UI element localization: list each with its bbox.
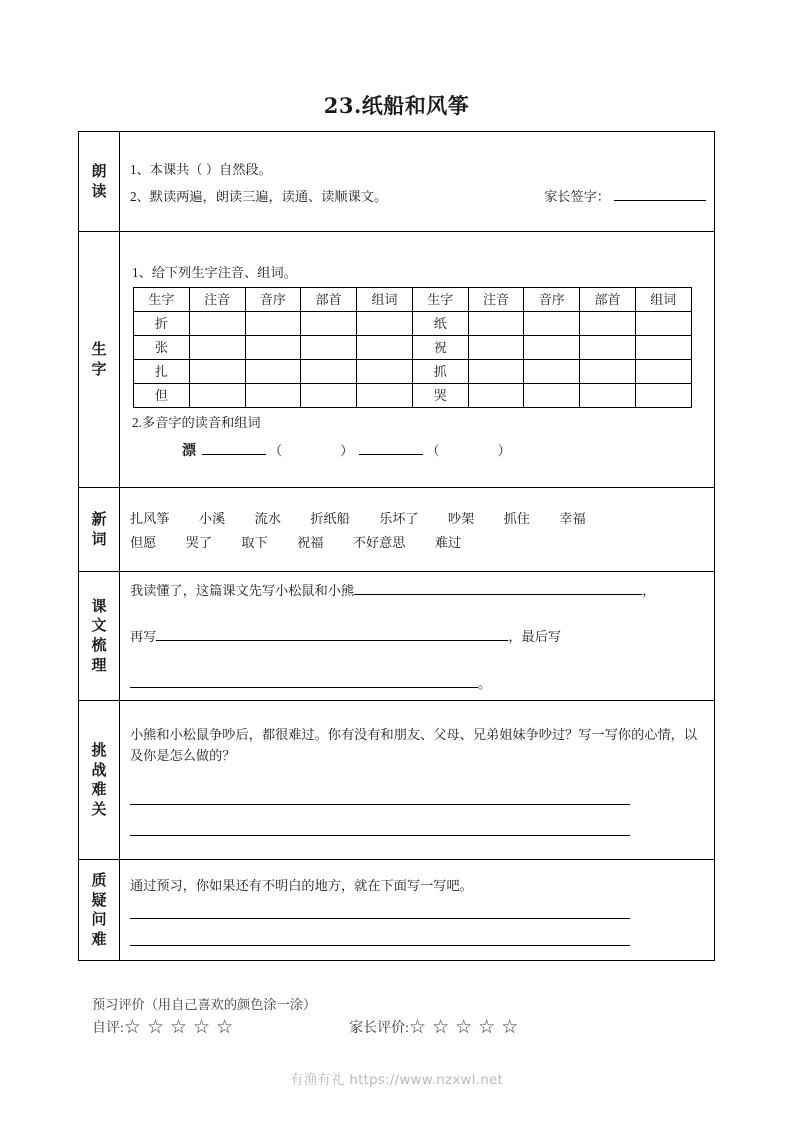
evaluation-rating-row (92, 1017, 712, 1037)
answer-cell[interactable] (580, 336, 636, 360)
new-word: 抓住 (503, 511, 530, 527)
star-icon[interactable]: ☆ (501, 1015, 519, 1038)
questioning-answer-line-1[interactable] (130, 918, 630, 919)
paren-open-1: （ (269, 442, 283, 458)
questioning-answer-line-2[interactable] (130, 945, 630, 946)
column-header: 生字 (412, 288, 468, 312)
characters-task-1: 1、给下列生字注音、组词。 (132, 264, 297, 280)
section-body-new-words (120, 488, 715, 572)
structure-line-1 (130, 581, 706, 601)
label-char: 疑 (91, 890, 107, 909)
section-row-reading (79, 132, 715, 232)
new-word: 难过 (434, 534, 462, 550)
structure-suffix-2: ，最后写 (508, 629, 562, 645)
section-row-new-words (79, 488, 715, 572)
section-row-challenge (79, 701, 715, 860)
answer-cell[interactable] (357, 360, 413, 384)
paren-close-2: ） (497, 442, 511, 458)
structure-blank-3[interactable] (130, 687, 478, 688)
answer-cell[interactable] (245, 336, 301, 360)
section-body-questioning (120, 860, 715, 961)
structure-prefix-2: 再写 (130, 629, 157, 645)
star-icon[interactable]: ☆ (409, 1015, 427, 1038)
challenge-answer-line-2[interactable] (130, 835, 630, 836)
label-char: 文 (91, 616, 107, 635)
label-char: 梳 (91, 636, 107, 655)
answer-cell[interactable] (189, 384, 245, 408)
evaluation-area (92, 994, 712, 1037)
answer-cell[interactable] (357, 384, 413, 408)
worksheet-table (78, 131, 715, 961)
column-header: 组词 (635, 288, 691, 312)
self-evaluation-stars[interactable] (123, 1015, 239, 1038)
column-header: 音序 (524, 288, 580, 312)
reading-item-2-row (130, 187, 706, 207)
reading-item-2: 2、默读两遍，朗读三遍，读通、读顺课文。 (130, 188, 388, 204)
answer-cell[interactable] (357, 312, 413, 336)
new-word: 乐坏了 (379, 511, 419, 527)
column-header: 音序 (245, 288, 301, 312)
parent-evaluation-group (349, 1017, 524, 1037)
star-icon[interactable]: ☆ (478, 1015, 496, 1038)
character-cell: 但 (134, 384, 190, 408)
answer-cell[interactable] (245, 312, 301, 336)
star-icon[interactable]: ☆ (169, 1015, 188, 1038)
table-row (134, 360, 692, 384)
answer-cell[interactable] (245, 384, 301, 408)
new-word: 取下 (241, 534, 268, 550)
pinyin-blank-2[interactable] (359, 454, 423, 455)
answer-cell[interactable] (245, 360, 301, 384)
structure-line-2 (130, 627, 706, 647)
new-word: 祝福 (297, 534, 324, 550)
label-char: 问 (91, 910, 107, 929)
self-evaluation-label: 自评: (92, 1021, 124, 1036)
star-icon[interactable]: ☆ (123, 1015, 141, 1038)
label-char: 挑 (91, 740, 107, 759)
star-icon[interactable]: ☆ (432, 1015, 450, 1038)
section-row-questioning (79, 860, 715, 961)
label-char: 战 (91, 760, 107, 779)
answer-cell[interactable] (189, 360, 245, 384)
character-cell: 抓 (412, 360, 468, 384)
new-word: 小溪 (198, 511, 226, 527)
structure-prefix-1: 我读懂了，这篇课文先写小松鼠和小熊 (130, 583, 355, 598)
section-body-characters (120, 232, 715, 488)
label-char: 难 (91, 930, 107, 949)
answer-cell[interactable] (635, 360, 691, 384)
column-header: 注音 (189, 288, 245, 312)
character-cell: 扎 (134, 360, 190, 384)
structure-suffix-3: 。 (478, 675, 492, 691)
page-title: 23.纸船和风筝 (323, 93, 470, 118)
answer-cell[interactable] (580, 360, 636, 384)
star-icon[interactable]: ☆ (146, 1015, 164, 1038)
pinyin-blank-1[interactable] (202, 454, 266, 455)
label-char: 字 (91, 359, 107, 378)
table-row (134, 312, 692, 336)
parent-signature-group (544, 187, 706, 207)
structure-blank-1[interactable] (354, 594, 642, 595)
structure-line-3 (130, 674, 706, 694)
character-cell: 祝 (412, 336, 468, 360)
section-body-reading (120, 132, 715, 232)
column-header: 注音 (468, 288, 524, 312)
label-char: 词 (91, 529, 107, 548)
star-icon[interactable]: ☆ (193, 1015, 211, 1038)
characters-task-2: 2.多音字的读音和组词 (132, 415, 261, 431)
label-char: 关 (91, 800, 107, 819)
section-row-structure (79, 572, 715, 701)
answer-cell[interactable] (468, 336, 524, 360)
parent-signature-label: 家长签字： (544, 188, 610, 204)
new-word: 哭了 (185, 534, 213, 550)
challenge-question: 小熊和小松鼠争吵后，都很难过。你有没有和朋友、父母、兄弟姐妹争吵过？写一写你的心情，以及你是怎么做的？ (130, 727, 698, 764)
answer-cell[interactable] (524, 360, 580, 384)
table-header-row (134, 288, 692, 312)
answer-cell[interactable] (301, 360, 357, 384)
answer-cell[interactable] (189, 336, 245, 360)
answer-cell[interactable] (301, 336, 357, 360)
answer-cell[interactable] (468, 384, 524, 408)
structure-blank-2[interactable] (156, 640, 508, 641)
column-header: 组词 (357, 288, 413, 312)
label-char: 质 (91, 870, 107, 889)
new-word-line-2 (130, 533, 706, 553)
questioning-prompt: 通过预习，你如果还有不明白的地方，就在下面写一写吧。 (130, 877, 473, 893)
answer-cell[interactable] (189, 312, 245, 336)
table-row (134, 336, 692, 360)
column-header: 部首 (580, 288, 636, 312)
paren-open-2: （ (426, 442, 440, 458)
label-char: 生 (91, 339, 107, 358)
table-row (134, 384, 692, 408)
section-body-structure (120, 572, 715, 701)
answer-cell[interactable] (357, 336, 413, 360)
section-label-reading (79, 132, 120, 232)
label-char: 课 (91, 596, 107, 615)
parent-signature-line[interactable] (614, 200, 706, 201)
answer-cell[interactable] (524, 384, 580, 408)
label-char: 理 (91, 655, 107, 674)
column-header: 部首 (301, 288, 357, 312)
section-label-new-words (79, 488, 120, 572)
answer-cell[interactable] (301, 384, 357, 408)
section-label-structure (79, 572, 120, 701)
new-word: 扎风筝 (130, 511, 170, 527)
evaluation-title: 预习评价（用自己喜欢的颜色涂一涂） (92, 997, 317, 1012)
new-word-line-1 (130, 509, 706, 529)
polyphonic-character: 漂 (182, 443, 196, 459)
new-word: 流水 (254, 511, 281, 527)
new-word: 幸福 (559, 511, 586, 527)
column-header: 生字 (134, 288, 190, 312)
character-cell: 折 (134, 312, 190, 336)
new-word: 折纸船 (310, 511, 350, 527)
section-row-characters (79, 232, 715, 488)
challenge-answer-line-1[interactable] (130, 804, 630, 805)
label-char: 朗 (91, 161, 107, 180)
answer-cell[interactable] (524, 312, 580, 336)
answer-cell[interactable] (580, 384, 636, 408)
parent-evaluation-label: 家长评价: (349, 1021, 410, 1036)
watermark: 有渔有礼 https://www.nzxwl.net (290, 1072, 503, 1088)
parent-evaluation-stars[interactable] (409, 1015, 524, 1038)
character-cell: 张 (134, 336, 190, 360)
character-cell: 纸 (412, 312, 468, 336)
new-word: 但愿 (130, 534, 157, 550)
reading-item-1: 1、本课共（ ）自然段。 (130, 162, 272, 178)
character-cell: 哭 (412, 384, 468, 408)
section-label-challenge (79, 701, 120, 860)
section-label-questioning (79, 860, 120, 961)
structure-suffix-1: ， (642, 583, 656, 598)
answer-cell[interactable] (580, 312, 636, 336)
label-char: 读 (91, 181, 107, 200)
new-word: 不好意思 (352, 534, 406, 550)
answer-cell[interactable] (635, 312, 691, 336)
label-char: 难 (91, 780, 107, 799)
character-practice-table (133, 287, 692, 408)
answer-cell[interactable] (524, 336, 580, 360)
answer-cell[interactable] (468, 312, 524, 336)
answer-cell[interactable] (635, 384, 691, 408)
section-body-challenge (120, 701, 715, 860)
new-word: 吵架 (447, 511, 475, 527)
paren-close-1: ） (340, 442, 354, 458)
star-icon[interactable]: ☆ (455, 1015, 473, 1038)
answer-cell[interactable] (635, 336, 691, 360)
star-icon[interactable]: ☆ (216, 1015, 234, 1038)
label-char: 新 (91, 509, 107, 528)
polyphonic-exercise-row (182, 441, 706, 463)
section-label-characters (79, 232, 120, 488)
answer-cell[interactable] (301, 312, 357, 336)
answer-cell[interactable] (468, 360, 524, 384)
